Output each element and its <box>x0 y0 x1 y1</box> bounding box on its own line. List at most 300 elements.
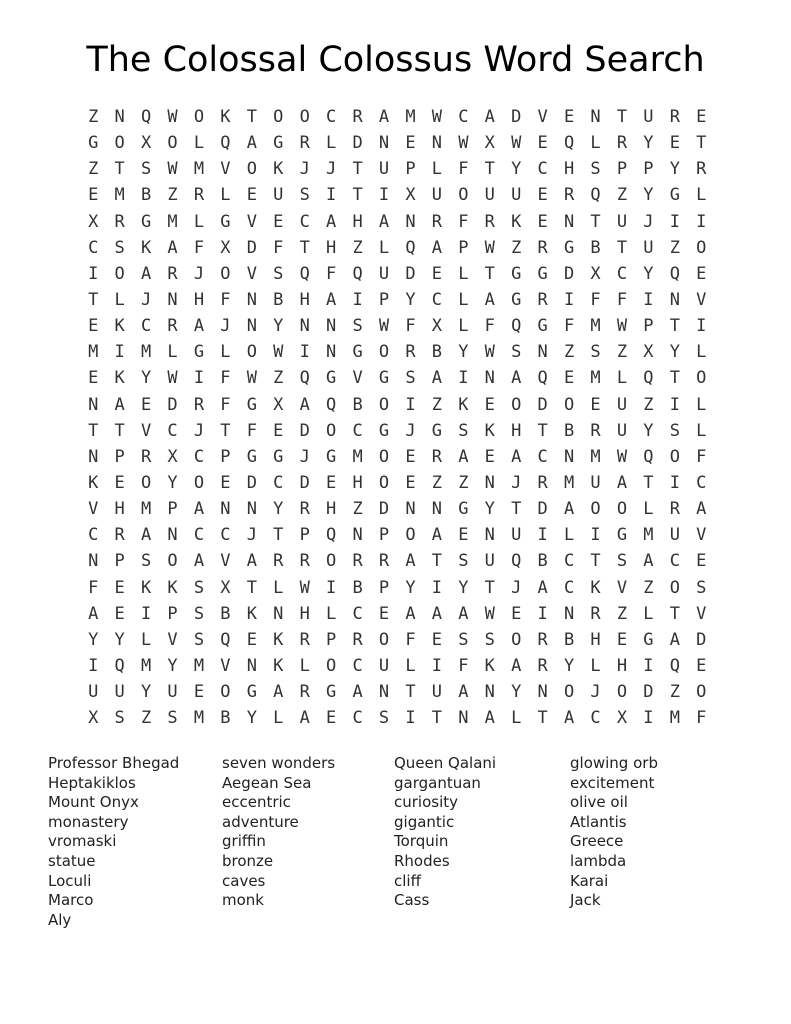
grid-letter[interactable]: K <box>114 368 125 389</box>
grid-letter[interactable]: N <box>484 525 495 546</box>
grid-letter[interactable]: E <box>246 629 257 650</box>
grid-letter[interactable]: A <box>193 499 205 520</box>
grid-letter[interactable]: P <box>643 159 654 180</box>
grid-letter[interactable]: R <box>167 263 178 284</box>
grid-letter[interactable]: A <box>511 368 522 389</box>
grid-letter[interactable]: U <box>378 263 390 284</box>
grid-letter[interactable]: I <box>114 342 125 363</box>
grid-letter[interactable]: A <box>643 551 654 572</box>
grid-letter[interactable]: C <box>352 603 363 624</box>
grid-letter[interactable]: D <box>378 499 390 520</box>
grid-letter[interactable]: F <box>405 629 416 650</box>
grid-letter[interactable]: S <box>114 708 125 729</box>
grid-letter[interactable]: L <box>326 133 337 154</box>
grid-letter[interactable]: G <box>246 682 257 703</box>
grid-letter[interactable]: U <box>616 211 628 232</box>
grid-letter[interactable]: T <box>88 420 99 441</box>
grid-letter[interactable]: A <box>431 603 443 624</box>
grid-letter[interactable]: Y <box>246 708 257 729</box>
grid-letter[interactable]: F <box>193 237 205 258</box>
grid-letter[interactable]: X <box>220 237 231 258</box>
grid-letter[interactable]: H <box>563 159 575 180</box>
grid-letter[interactable]: S <box>669 420 680 441</box>
grid-letter[interactable]: Q <box>563 133 575 154</box>
grid-letter[interactable]: I <box>352 289 363 310</box>
grid-letter[interactable]: E <box>616 629 628 650</box>
grid-letter[interactable]: M <box>352 446 363 467</box>
grid-letter[interactable]: U <box>511 525 522 546</box>
grid-letter[interactable]: Z <box>616 342 628 363</box>
grid-letter[interactable]: J <box>299 159 310 180</box>
grid-letter[interactable]: I <box>326 185 337 206</box>
grid-letter[interactable]: D <box>246 237 257 258</box>
grid-letter[interactable]: K <box>458 394 469 415</box>
grid-letter[interactable]: Y <box>114 629 125 650</box>
grid-letter[interactable]: P <box>167 499 178 520</box>
grid-letter[interactable]: C <box>563 577 575 598</box>
grid-letter[interactable]: E <box>696 107 707 127</box>
grid-letter[interactable]: I <box>669 394 680 415</box>
grid-letter[interactable]: K <box>590 577 601 598</box>
grid-letter[interactable]: B <box>352 577 363 598</box>
grid-letter[interactable]: N <box>167 525 178 546</box>
grid-letter[interactable]: P <box>167 603 178 624</box>
grid-letter[interactable]: I <box>378 185 390 206</box>
grid-letter[interactable]: A <box>114 394 125 415</box>
grid-letter[interactable]: R <box>563 185 575 206</box>
grid-letter[interactable]: N <box>405 211 416 232</box>
grid-letter[interactable]: M <box>167 211 178 232</box>
grid-letter[interactable]: X <box>140 133 152 154</box>
grid-letter[interactable]: E <box>326 472 337 493</box>
grid-letter[interactable]: S <box>590 342 601 363</box>
grid-letter[interactable]: G <box>669 185 680 206</box>
grid-letter[interactable]: S <box>511 342 522 363</box>
grid-letter[interactable]: J <box>511 577 522 598</box>
grid-letter[interactable]: C <box>326 107 337 127</box>
grid-letter[interactable]: L <box>590 133 601 154</box>
grid-letter[interactable]: Q <box>220 629 231 650</box>
grid-letter[interactable]: P <box>326 629 337 650</box>
grid-letter[interactable]: T <box>246 107 257 127</box>
grid-letter[interactable]: V <box>88 499 99 520</box>
grid-letter[interactable]: E <box>590 394 601 415</box>
grid-letter[interactable]: Q <box>326 525 337 546</box>
grid-letter[interactable]: T <box>114 159 125 180</box>
grid-letter[interactable]: E <box>273 211 284 232</box>
grid-letter[interactable]: O <box>696 368 707 389</box>
grid-letter[interactable]: O <box>220 263 231 284</box>
grid-letter[interactable]: T <box>484 577 495 598</box>
grid-letter[interactable]: D <box>352 133 363 154</box>
grid-letter[interactable]: I <box>140 603 152 624</box>
grid-letter[interactable]: U <box>669 525 680 546</box>
grid-letter[interactable]: U <box>511 185 522 206</box>
grid-letter[interactable]: Q <box>220 133 231 154</box>
grid-letter[interactable]: I <box>405 394 416 415</box>
grid-letter[interactable]: T <box>590 211 601 232</box>
grid-letter[interactable]: N <box>537 342 548 363</box>
grid-letter[interactable]: Z <box>431 394 443 415</box>
grid-letter[interactable]: T <box>484 159 495 180</box>
grid-letter[interactable]: T <box>431 708 443 729</box>
grid-letter[interactable]: C <box>352 420 363 441</box>
grid-letter[interactable]: D <box>511 107 522 127</box>
grid-letter[interactable]: F <box>326 263 337 284</box>
grid-letter[interactable]: O <box>669 577 680 598</box>
grid-letter[interactable]: F <box>246 420 257 441</box>
grid-letter[interactable]: G <box>88 133 99 154</box>
grid-letter[interactable]: Y <box>669 342 680 363</box>
grid-letter[interactable]: A <box>405 603 416 624</box>
grid-letter[interactable]: C <box>88 237 99 258</box>
grid-letter[interactable]: M <box>140 342 152 363</box>
grid-letter[interactable]: Z <box>616 185 628 206</box>
grid-letter[interactable]: O <box>405 525 416 546</box>
grid-letter[interactable]: F <box>220 289 231 310</box>
grid-letter[interactable]: L <box>167 342 178 363</box>
grid-letter[interactable]: O <box>696 682 707 703</box>
grid-letter[interactable]: P <box>405 159 416 180</box>
grid-letter[interactable]: R <box>352 551 363 572</box>
grid-letter[interactable]: B <box>273 289 284 310</box>
grid-letter[interactable]: E <box>696 551 707 572</box>
grid-letter[interactable]: E <box>563 107 575 127</box>
grid-letter[interactable]: N <box>563 446 575 467</box>
grid-letter[interactable]: Z <box>88 107 99 127</box>
grid-letter[interactable]: M <box>193 159 205 180</box>
grid-letter[interactable]: A <box>273 682 284 703</box>
grid-letter[interactable]: U <box>431 682 443 703</box>
grid-letter[interactable]: D <box>246 472 257 493</box>
grid-letter[interactable]: S <box>193 577 205 598</box>
grid-letter[interactable]: R <box>352 107 363 127</box>
grid-letter[interactable]: Y <box>405 289 416 310</box>
grid-letter[interactable]: P <box>299 525 310 546</box>
grid-letter[interactable]: V <box>246 263 257 284</box>
grid-letter[interactable]: P <box>643 316 654 337</box>
grid-letter[interactable]: R <box>537 629 548 650</box>
grid-letter[interactable]: H <box>511 420 522 441</box>
grid-letter[interactable]: V <box>352 368 363 389</box>
grid-letter[interactable]: I <box>643 289 654 310</box>
grid-letter[interactable]: O <box>299 107 310 127</box>
grid-letter[interactable]: B <box>590 237 601 258</box>
grid-letter[interactable]: Y <box>511 159 522 180</box>
grid-letter[interactable]: E <box>537 133 548 154</box>
grid-letter[interactable]: G <box>537 316 548 337</box>
grid-letter[interactable]: Z <box>273 368 284 389</box>
grid-letter[interactable]: G <box>352 342 363 363</box>
grid-letter[interactable]: R <box>616 133 628 154</box>
grid-letter[interactable]: D <box>299 472 310 493</box>
grid-letter[interactable]: V <box>537 107 548 127</box>
grid-letter[interactable]: L <box>405 655 416 676</box>
grid-letter[interactable]: E <box>405 472 416 493</box>
grid-letter[interactable]: Y <box>167 472 178 493</box>
grid-letter[interactable]: A <box>511 446 522 467</box>
grid-letter[interactable]: E <box>273 420 284 441</box>
grid-letter[interactable]: A <box>563 708 575 729</box>
grid-letter[interactable]: S <box>140 159 152 180</box>
grid-letter[interactable]: L <box>696 420 707 441</box>
grid-letter[interactable]: Y <box>88 629 99 650</box>
grid-letter[interactable]: O <box>193 472 205 493</box>
grid-letter[interactable]: Z <box>669 682 680 703</box>
grid-letter[interactable]: X <box>167 446 178 467</box>
grid-letter[interactable]: H <box>326 499 337 520</box>
grid-letter[interactable]: Y <box>273 499 284 520</box>
grid-letter[interactable]: A <box>537 577 548 598</box>
grid-letter[interactable]: A <box>431 237 443 258</box>
grid-letter[interactable]: H <box>616 655 628 676</box>
grid-letter[interactable]: S <box>193 603 205 624</box>
grid-letter[interactable]: N <box>484 682 495 703</box>
grid-letter[interactable]: C <box>299 211 310 232</box>
grid-letter[interactable]: L <box>696 342 707 363</box>
grid-letter[interactable]: L <box>273 708 284 729</box>
grid-letter[interactable]: R <box>378 551 390 572</box>
grid-letter[interactable]: L <box>431 159 443 180</box>
grid-letter[interactable]: R <box>669 499 680 520</box>
grid-letter[interactable]: N <box>537 682 548 703</box>
grid-letter[interactable]: R <box>299 499 310 520</box>
grid-letter[interactable]: Q <box>643 446 654 467</box>
grid-letter[interactable]: G <box>246 394 257 415</box>
grid-letter[interactable]: R <box>167 316 178 337</box>
grid-letter[interactable]: J <box>220 316 231 337</box>
grid-letter[interactable]: H <box>114 499 125 520</box>
grid-letter[interactable]: F <box>484 316 495 337</box>
grid-letter[interactable]: N <box>352 525 363 546</box>
grid-letter[interactable]: E <box>431 263 443 284</box>
grid-letter[interactable]: E <box>88 368 99 389</box>
grid-letter[interactable]: X <box>643 342 654 363</box>
grid-letter[interactable]: J <box>140 289 152 310</box>
grid-letter[interactable]: J <box>193 263 205 284</box>
grid-letter[interactable]: N <box>246 499 257 520</box>
grid-letter[interactable]: P <box>220 446 231 467</box>
grid-letter[interactable]: F <box>616 289 628 310</box>
grid-letter[interactable]: L <box>273 577 284 598</box>
grid-letter[interactable]: B <box>220 708 231 729</box>
grid-letter[interactable]: L <box>643 499 654 520</box>
grid-letter[interactable]: S <box>273 263 284 284</box>
grid-letter[interactable]: A <box>193 551 205 572</box>
grid-letter[interactable]: Y <box>643 133 654 154</box>
grid-letter[interactable]: F <box>273 237 284 258</box>
grid-letter[interactable]: Z <box>431 472 443 493</box>
grid-letter[interactable]: C <box>140 316 152 337</box>
grid-letter[interactable]: H <box>352 472 363 493</box>
grid-letter[interactable]: Y <box>511 682 522 703</box>
grid-letter[interactable]: K <box>220 107 231 127</box>
grid-letter[interactable]: G <box>431 420 443 441</box>
grid-letter[interactable]: A <box>431 368 443 389</box>
grid-letter[interactable]: I <box>88 263 99 284</box>
grid-letter[interactable]: P <box>378 289 390 310</box>
grid-letter[interactable]: W <box>458 133 469 154</box>
grid-letter[interactable]: G <box>326 682 337 703</box>
grid-letter[interactable]: M <box>669 708 680 729</box>
grid-letter[interactable]: T <box>299 237 310 258</box>
grid-letter[interactable]: J <box>511 472 522 493</box>
grid-letter[interactable]: E <box>669 133 680 154</box>
grid-letter[interactable]: O <box>563 394 575 415</box>
grid-letter[interactable]: L <box>299 655 310 676</box>
grid-letter[interactable]: Z <box>643 577 654 598</box>
grid-letter[interactable]: A <box>484 107 495 127</box>
grid-letter[interactable]: X <box>88 211 99 232</box>
grid-letter[interactable]: M <box>88 342 99 363</box>
grid-letter[interactable]: O <box>114 263 125 284</box>
grid-letter[interactable]: Q <box>669 655 680 676</box>
grid-letter[interactable]: C <box>193 525 205 546</box>
grid-letter[interactable]: D <box>405 263 416 284</box>
grid-letter[interactable]: O <box>511 629 522 650</box>
grid-letter[interactable]: S <box>167 708 178 729</box>
grid-letter[interactable]: S <box>378 708 390 729</box>
grid-letter[interactable]: Y <box>643 263 654 284</box>
grid-letter[interactable]: S <box>696 577 707 598</box>
grid-letter[interactable]: N <box>167 289 178 310</box>
grid-letter[interactable]: U <box>88 682 99 703</box>
grid-letter[interactable]: R <box>537 237 548 258</box>
grid-letter[interactable]: I <box>696 316 707 337</box>
grid-letter[interactable]: N <box>484 368 495 389</box>
grid-letter[interactable]: O <box>220 682 231 703</box>
grid-letter[interactable]: K <box>273 655 284 676</box>
grid-letter[interactable]: M <box>643 525 654 546</box>
grid-letter[interactable]: O <box>326 420 337 441</box>
grid-letter[interactable]: O <box>378 394 390 415</box>
grid-letter[interactable]: O <box>563 682 575 703</box>
grid-letter[interactable]: P <box>114 551 125 572</box>
grid-letter[interactable]: R <box>193 185 205 206</box>
grid-letter[interactable]: L <box>643 603 654 624</box>
grid-letter[interactable]: U <box>378 159 390 180</box>
grid-letter[interactable]: E <box>405 446 416 467</box>
grid-letter[interactable]: E <box>405 133 416 154</box>
grid-letter[interactable]: M <box>114 185 125 206</box>
grid-letter[interactable]: O <box>616 682 628 703</box>
grid-letter[interactable]: G <box>643 629 654 650</box>
grid-letter[interactable]: B <box>220 603 231 624</box>
grid-letter[interactable]: O <box>378 342 390 363</box>
grid-letter[interactable]: T <box>537 708 548 729</box>
grid-letter[interactable]: N <box>431 499 443 520</box>
grid-letter[interactable]: A <box>405 551 416 572</box>
grid-letter[interactable]: U <box>431 185 443 206</box>
grid-letter[interactable]: B <box>352 394 363 415</box>
grid-letter[interactable]: A <box>378 211 390 232</box>
grid-letter[interactable]: N <box>431 133 443 154</box>
grid-letter[interactable]: T <box>590 551 601 572</box>
grid-letter[interactable]: O <box>590 499 601 520</box>
grid-letter[interactable]: I <box>431 577 443 598</box>
grid-letter[interactable]: I <box>458 368 469 389</box>
grid-letter[interactable]: M <box>590 446 601 467</box>
grid-letter[interactable]: M <box>590 368 601 389</box>
grid-letter[interactable]: O <box>246 342 257 363</box>
grid-letter[interactable]: G <box>193 342 205 363</box>
grid-letter[interactable]: N <box>405 499 416 520</box>
grid-letter[interactable]: C <box>563 551 575 572</box>
grid-letter[interactable]: W <box>616 446 628 467</box>
grid-letter[interactable]: B <box>563 420 575 441</box>
grid-letter[interactable]: C <box>220 525 231 546</box>
grid-letter[interactable]: F <box>405 316 416 337</box>
grid-letter[interactable]: O <box>458 185 469 206</box>
grid-letter[interactable]: O <box>326 551 337 572</box>
grid-letter[interactable]: N <box>378 682 390 703</box>
grid-letter[interactable]: V <box>220 159 231 180</box>
grid-letter[interactable]: Y <box>140 368 152 389</box>
grid-letter[interactable]: I <box>643 655 654 676</box>
grid-letter[interactable]: I <box>696 211 707 232</box>
grid-letter[interactable]: F <box>88 577 99 598</box>
grid-letter[interactable]: I <box>88 655 99 676</box>
grid-letter[interactable]: Q <box>352 263 363 284</box>
grid-letter[interactable]: R <box>273 551 284 572</box>
grid-letter[interactable]: T <box>88 289 99 310</box>
grid-letter[interactable]: I <box>299 342 310 363</box>
grid-letter[interactable]: A <box>511 655 522 676</box>
grid-letter[interactable]: J <box>405 420 416 441</box>
grid-letter[interactable]: O <box>167 133 178 154</box>
grid-letter[interactable]: C <box>537 159 548 180</box>
grid-letter[interactable]: G <box>378 420 390 441</box>
grid-letter[interactable]: O <box>273 107 284 127</box>
grid-letter[interactable]: A <box>299 708 310 729</box>
grid-letter[interactable]: G <box>326 368 337 389</box>
grid-letter[interactable]: X <box>431 316 443 337</box>
grid-letter[interactable]: L <box>458 316 469 337</box>
grid-letter[interactable]: N <box>458 708 469 729</box>
grid-letter[interactable]: Z <box>511 237 522 258</box>
grid-letter[interactable]: A <box>669 629 680 650</box>
grid-letter[interactable]: T <box>484 263 495 284</box>
grid-letter[interactable]: T <box>616 107 628 127</box>
grid-letter[interactable]: F <box>590 289 601 310</box>
grid-letter[interactable]: Z <box>563 342 575 363</box>
grid-letter[interactable]: T <box>643 472 654 493</box>
grid-letter[interactable]: N <box>246 316 257 337</box>
grid-letter[interactable]: E <box>88 316 99 337</box>
grid-letter[interactable]: S <box>114 237 125 258</box>
grid-letter[interactable]: A <box>484 289 495 310</box>
grid-letter[interactable]: P <box>114 446 125 467</box>
grid-letter[interactable]: H <box>299 603 310 624</box>
grid-letter[interactable]: N <box>326 342 337 363</box>
grid-letter[interactable]: C <box>352 655 363 676</box>
grid-letter[interactable]: T <box>669 316 680 337</box>
grid-letter[interactable]: L <box>193 211 205 232</box>
grid-letter[interactable]: R <box>431 211 443 232</box>
grid-letter[interactable]: S <box>484 629 495 650</box>
grid-letter[interactable]: F <box>220 394 231 415</box>
grid-letter[interactable]: Y <box>484 499 495 520</box>
grid-letter[interactable]: Q <box>669 263 680 284</box>
grid-letter[interactable]: M <box>140 499 152 520</box>
grid-letter[interactable]: I <box>643 708 654 729</box>
grid-letter[interactable]: J <box>590 682 601 703</box>
grid-letter[interactable]: E <box>484 446 495 467</box>
grid-letter[interactable]: U <box>643 237 654 258</box>
grid-letter[interactable]: J <box>193 420 205 441</box>
grid-letter[interactable]: K <box>484 420 495 441</box>
grid-letter[interactable]: Y <box>458 577 469 598</box>
